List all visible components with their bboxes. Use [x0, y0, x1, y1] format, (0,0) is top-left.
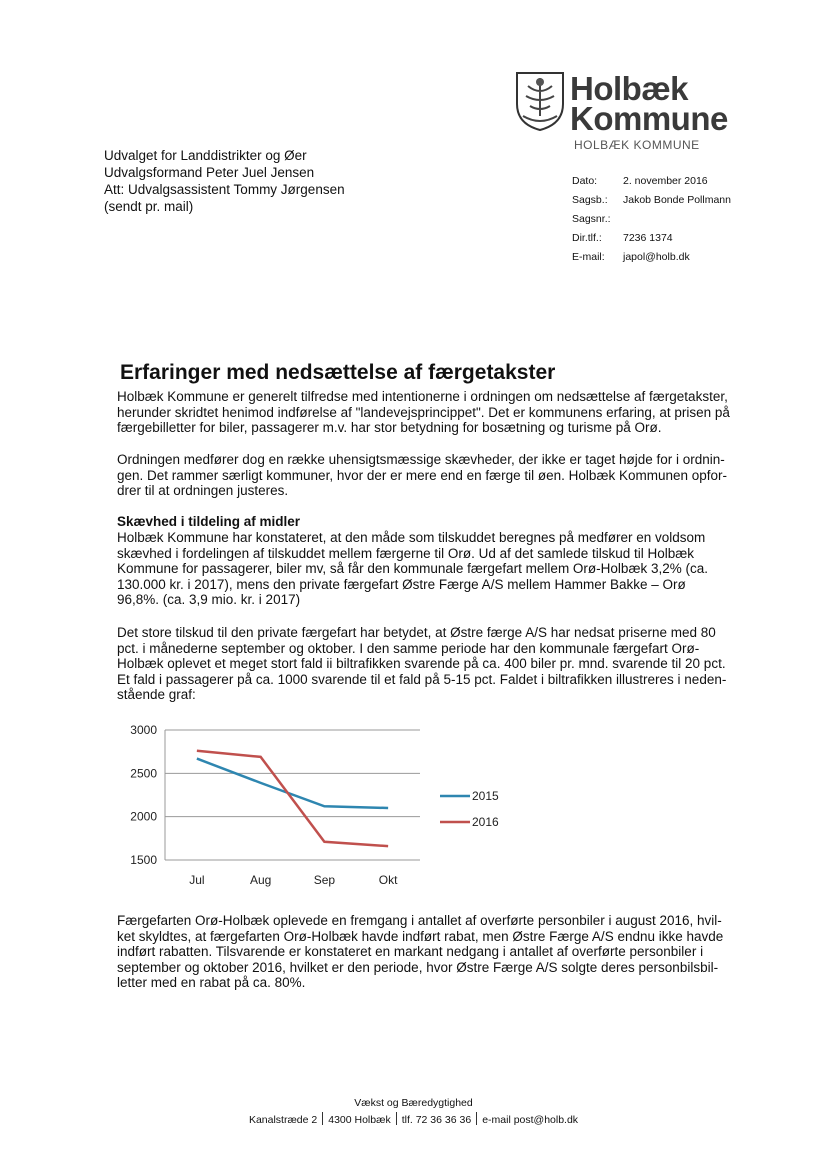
footer-city: 4300 Holbæk: [328, 1114, 391, 1126]
paragraph-conclusion: [117, 913, 753, 991]
text-line: Færgefarten Orø-Holbæk oplevede en fremgang i antallet af overførte personbiler i august 2016, hvil-: [117, 913, 722, 928]
logo-wordmark-line1: Holbæk: [570, 70, 689, 107]
meta-label: Sagsnr.:: [572, 213, 611, 225]
legend-label-2016: 2016: [472, 815, 499, 829]
text-line: Det store tilskud til den private færgefart har betydet, at Østre færge A/S har nedsat priserne med 80: [117, 625, 716, 640]
text-line: 96,8%. (ca. 3,9 mio. kr. i 2017): [117, 592, 301, 607]
text-line: september og oktober 2016, hvilket er den periode, hvor Østre Færge A/S solgte deres personbilsbil-: [117, 959, 719, 975]
meta-email: [572, 248, 731, 267]
meta-value: Jakob Bonde Pollmann: [623, 194, 731, 206]
meta-label: Dato:: [572, 175, 598, 187]
meta-value: 7236 1374: [623, 232, 673, 244]
meta-caseworker: [572, 191, 731, 210]
y-tick-label: 1500: [130, 853, 157, 867]
meta-date: [572, 172, 731, 191]
letter-metadata: [572, 172, 731, 267]
text-line: skævhed i fordelingen af tilskuddet mellem færgerne til Orø. Ud af det samlede tilskud til Holbæk: [117, 545, 694, 561]
x-tick-label: Sep: [313, 873, 336, 887]
meta-value: 2. november 2016: [623, 175, 708, 187]
legend-label-2015: 2015: [472, 789, 499, 803]
footer-department: Vækst og Bæredygtighed: [354, 1097, 473, 1109]
x-tick-label: Jul: [189, 873, 205, 887]
footer-divider: [322, 1112, 323, 1125]
meta-label: Sagsb.:: [572, 194, 608, 206]
recipient-address: [104, 147, 345, 215]
meta-case-number: [572, 210, 731, 229]
meta-label: Dir.tlf.:: [572, 232, 602, 244]
logo-subtitle: HOLBÆK KOMMUNE: [574, 138, 700, 152]
text-line: Holbæk Kommune har konstateret, at den måde som tilskuddet beregnes på medfører en voldsom: [117, 530, 706, 545]
x-tick-label: Aug: [249, 873, 272, 887]
chart-svg: [110, 718, 530, 893]
recipient-line: Att: Udvalgsassistent Tommy Jørgensen: [104, 182, 345, 197]
text-line: 130.000 kr. i 2017), mens den private færgefart Østre Færge A/S mellem Hammer Bakke – Orø: [117, 576, 686, 592]
paragraph-price-reduction: [117, 625, 753, 703]
text-line: indført rabatten. Tilsvarende er konstateret en markant nedgang i antallet af overførte personbiler i: [117, 944, 704, 959]
text-line: pct. i månederne september og oktober. I den samme periode har den kommunale færgefart Orø-: [117, 640, 700, 656]
text-line: ket skyldtes, at færgefarten Orø-Holbæk havde indført rabat, men Østre Færge A/S endnu ikke havde: [117, 928, 724, 944]
text-line: stående graf:: [117, 687, 196, 702]
text-line: Holbæk Kommune er generelt tilfredse med intentionerne i ordningen om nedsættelse af færgetakster,: [117, 389, 728, 404]
text-line: gen. Det rammer særligt kommuner, hvor der er mere end en færge til øen. Holbæk Kommunen opfor-: [117, 467, 727, 483]
text-line: Et fald i passagerer på ca. 1000 svarende til et fald på 5-15 pct. Faldet i biltrafikken illustreres i neden-: [117, 671, 727, 687]
footer-address: [0, 1112, 827, 1126]
text-line: Holbæk oplevet et meget stort fald ii biltrafikken svarende på ca. 400 biler pr. mnd. svarende til 20 pct.: [117, 656, 726, 671]
text-line: drer til at ordningen justeres.: [117, 483, 289, 498]
paragraph-skewness: [117, 452, 753, 499]
meta-phone: [572, 229, 731, 248]
footer-email[interactable]: e-mail post@holb.dk: [482, 1114, 579, 1126]
footer-divider: [396, 1112, 397, 1125]
logo-wordmark-line2: Kommune: [570, 100, 728, 137]
meta-value[interactable]: japol@holb.dk: [623, 251, 690, 263]
car-traffic-line-chart: [110, 718, 530, 893]
text-line: Kommune for passagerer, biler mv, så får den kommunale færgefart mellem Orø-Holbæk 3,2% (ca.: [117, 561, 708, 576]
series-line-2016: [197, 751, 388, 846]
paragraph-intro: [117, 389, 753, 436]
text-line: færgebilletter for biler, passagerer m.v. har stor betydning for bosætning og turisme på Orø.: [117, 420, 662, 435]
y-tick-label: 3000: [130, 723, 157, 737]
footer-divider: [476, 1112, 477, 1125]
text-line: letter med en rabat på ca. 80%.: [117, 975, 306, 990]
section-heading: Skævhed i tildeling af midler: [117, 514, 301, 529]
meta-label: E-mail:: [572, 251, 605, 263]
holbaek-kommune-logo: [514, 70, 754, 160]
recipient-line: Udvalgsformand Peter Juel Jensen: [104, 165, 315, 180]
coat-of-arms-icon: [514, 70, 566, 132]
x-tick-label: Okt: [378, 873, 398, 887]
paragraph-allocation: [117, 530, 753, 608]
document-title: Erfaringer med nedsættelse af færgetakster: [120, 361, 556, 384]
footer-street: Kanalstræde 2: [248, 1114, 318, 1126]
y-tick-label: 2000: [130, 809, 157, 824]
recipient-line: Udvalget for Landdistrikter og Øer: [104, 148, 307, 163]
y-tick-label: 2500: [130, 766, 157, 781]
text-line: herunder skridtet henimod indførelse af "landevejsprincippet". Det er kommunens erfaring, at prisen på: [117, 404, 730, 420]
text-line: Ordningen medfører dog en række uhensigtsmæssige skævheder, der ikke er taget højde for i ordnin-: [117, 452, 725, 467]
recipient-line: (sendt pr. mail): [104, 199, 194, 214]
footer-phone: tlf. 72 36 36 36: [401, 1114, 472, 1126]
